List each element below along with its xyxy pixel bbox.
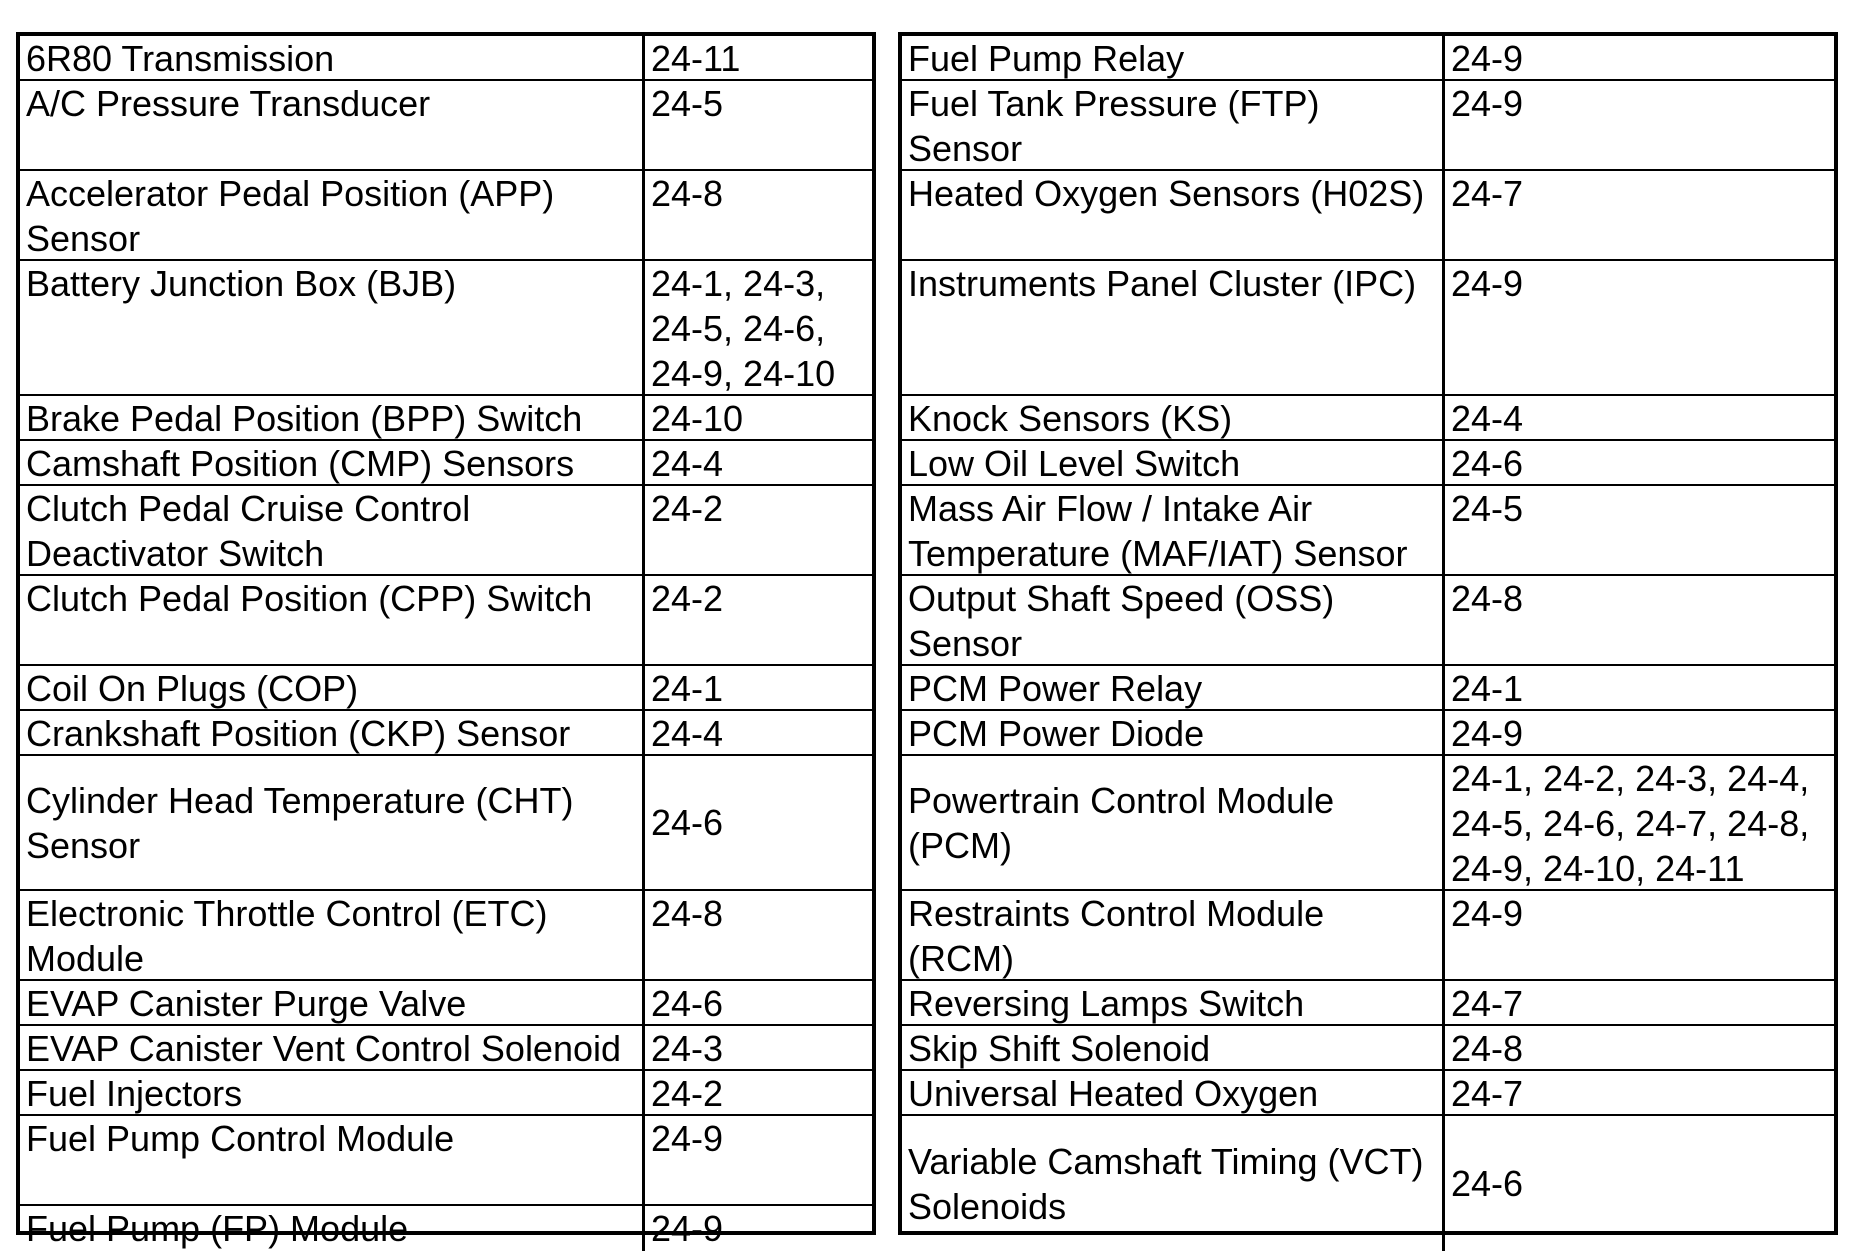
page-reference: 24-7 [1451, 983, 1524, 1024]
page-reference: 24-9 [1451, 713, 1524, 754]
left-index-table [16, 32, 876, 1249]
component-name: PCM Power Diode [902, 711, 1445, 754]
component-name: Variable Camshaft Timing (VCT) Solenoids [902, 1116, 1445, 1251]
component-name: Fuel Pump Relay [902, 36, 1445, 79]
table-row [20, 576, 872, 666]
page-reference: 24-8 [651, 893, 724, 934]
component-name: Fuel Pump (FP) Module [20, 1206, 645, 1251]
table-row [20, 261, 872, 396]
component-name: Restraints Control Module (RCM) [902, 891, 1445, 979]
page-reference: 24-6 [1451, 1163, 1524, 1204]
component-name: Instruments Panel Cluster (IPC) [902, 261, 1445, 394]
component-name: Fuel Tank Pressure (FTP) Sensor [902, 81, 1445, 169]
table-row [902, 486, 1834, 576]
page-reference: 24-1 [1451, 668, 1524, 709]
component-name: Knock Sensors (KS) [902, 396, 1445, 439]
component-name: Mass Air Flow / Intake Air Temperature (MAF/IAT) Sensor [902, 486, 1445, 574]
component-name: Battery Junction Box (BJB) [20, 261, 645, 394]
table-row [902, 711, 1834, 756]
table-row [902, 81, 1834, 171]
page-reference: 24-9 [1451, 83, 1524, 124]
component-name: Brake Pedal Position (BPP) Switch [20, 396, 645, 439]
table-row [902, 981, 1834, 1026]
table-row [902, 666, 1834, 711]
page-reference: 24-1 [651, 668, 724, 709]
table-row [902, 441, 1834, 486]
table-row [20, 1026, 872, 1071]
component-name: Clutch Pedal Cruise Control Deactivator Switch [20, 486, 645, 574]
page-reference: 24-6 [651, 802, 724, 843]
table-row [20, 81, 872, 171]
table-row [20, 36, 872, 81]
table-row [902, 1071, 1834, 1116]
page-reference: 24-5 [1451, 488, 1524, 529]
table-row [20, 756, 872, 891]
page-reference: 24-7 [1451, 1073, 1524, 1114]
page-reference: 24-9 [651, 1208, 724, 1249]
component-name: Crankshaft Position (CKP) Sensor [20, 711, 645, 754]
page-reference: 24-7 [1451, 173, 1524, 214]
component-name: Powertrain Control Module (PCM) [902, 756, 1445, 889]
page-reference: 24-9 [1451, 893, 1524, 934]
page-reference: 24-4 [651, 713, 724, 754]
page-reference: 24-4 [651, 443, 724, 484]
component-name: EVAP Canister Vent Control Solenoid [20, 1026, 645, 1069]
component-name: Low Oil Level Switch [902, 441, 1445, 484]
page-reference: 24-11 [651, 38, 741, 79]
component-name: Electronic Throttle Control (ETC) Module [20, 891, 645, 979]
component-name: Output Shaft Speed (OSS) Sensor [902, 576, 1445, 664]
right-index-table [898, 32, 1838, 1235]
page-reference: 24-8 [1451, 578, 1524, 619]
page-reference: 24-3 [651, 1028, 724, 1069]
table-row [902, 171, 1834, 261]
page-reference: 24-6 [651, 983, 724, 1024]
table-row [902, 891, 1834, 981]
table-row [20, 1071, 872, 1116]
component-name: Cylinder Head Temperature (CHT) Sensor [20, 756, 645, 889]
table-row [20, 981, 872, 1026]
page-reference: 24-1, 24-2, 24-3, 24-4, 24-5, 24-6, 24-7, 24-8, 24-9, 24-10, 24-11 [1451, 758, 1810, 889]
component-name: PCM Power Relay [902, 666, 1445, 709]
page-reference: 24-10 [651, 398, 744, 439]
component-name: Coil On Plugs (COP) [20, 666, 645, 709]
table-row [20, 711, 872, 756]
component-name: Clutch Pedal Position (CPP) Switch [20, 576, 645, 664]
component-name: A/C Pressure Transducer [20, 81, 645, 169]
page-reference: 24-9 [1451, 263, 1524, 304]
table-row [20, 891, 872, 981]
page-reference: 24-1, 24-3, 24-5, 24-6, 24-9, 24-10 [651, 263, 836, 394]
table-row [20, 666, 872, 711]
page-reference: 24-6 [1451, 443, 1524, 484]
table-row [902, 36, 1834, 81]
component-name: Skip Shift Solenoid [902, 1026, 1445, 1069]
table-row [902, 396, 1834, 441]
table-row [20, 396, 872, 441]
component-name: Fuel Injectors [20, 1071, 645, 1114]
page-reference: 24-2 [651, 578, 724, 619]
page-reference: 24-9 [1451, 38, 1524, 79]
table-row [20, 1116, 872, 1206]
table-row [902, 1116, 1834, 1251]
component-name: Reversing Lamps Switch [902, 981, 1445, 1024]
table-row [902, 756, 1834, 891]
table-row [20, 486, 872, 576]
table-row [902, 261, 1834, 396]
page-reference: 24-4 [1451, 398, 1524, 439]
page-reference: 24-8 [1451, 1028, 1524, 1069]
component-name: Accelerator Pedal Position (APP) Sensor [20, 171, 645, 259]
page-reference: 24-9 [651, 1118, 724, 1159]
page-reference: 24-2 [651, 1073, 724, 1114]
component-name: Camshaft Position (CMP) Sensors [20, 441, 645, 484]
table-row [902, 576, 1834, 666]
table-row [902, 1026, 1834, 1071]
page-reference: 24-8 [651, 173, 724, 214]
table-row [20, 171, 872, 261]
table-row [20, 441, 872, 486]
component-name: Universal Heated Oxygen [902, 1071, 1445, 1114]
component-name: EVAP Canister Purge Valve [20, 981, 645, 1024]
table-row [20, 1206, 872, 1251]
component-name: Heated Oxygen Sensors (H02S) [902, 171, 1445, 259]
component-name: 6R80 Transmission [20, 36, 645, 79]
page-reference: 24-2 [651, 488, 724, 529]
component-name: Fuel Pump Control Module [20, 1116, 645, 1204]
page-reference: 24-5 [651, 83, 724, 124]
